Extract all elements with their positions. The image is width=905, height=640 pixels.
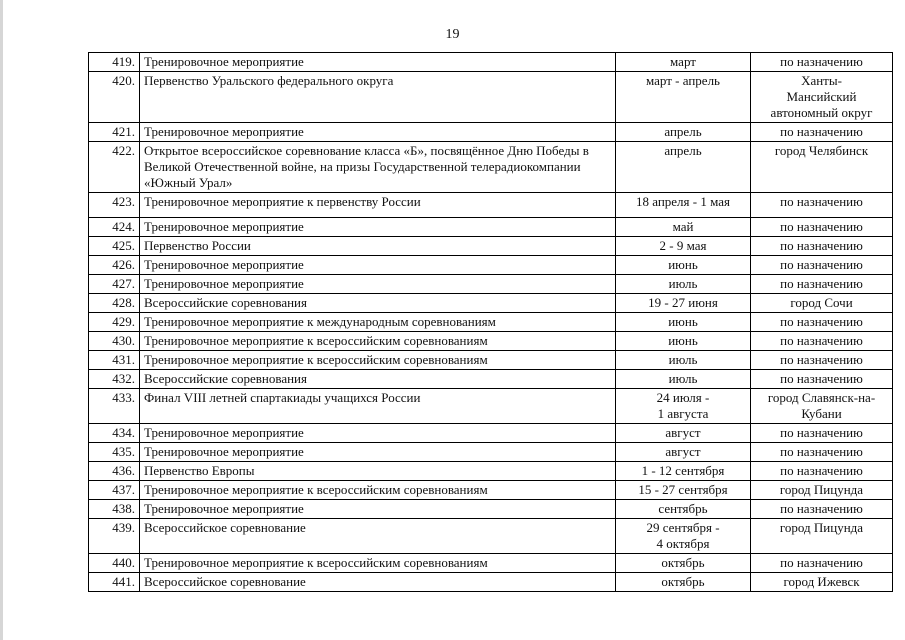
event-number: 426. bbox=[89, 256, 140, 275]
event-number: 420. bbox=[89, 72, 140, 123]
event-name: Первенство Европы bbox=[140, 462, 616, 481]
event-number: 434. bbox=[89, 424, 140, 443]
event-dates: апрель bbox=[616, 142, 751, 193]
event-location: по назначению bbox=[751, 193, 893, 218]
event-location: город Пицунда bbox=[751, 519, 893, 554]
event-number: 430. bbox=[89, 332, 140, 351]
event-number: 438. bbox=[89, 500, 140, 519]
event-location: по назначению bbox=[751, 237, 893, 256]
event-number: 439. bbox=[89, 519, 140, 554]
event-location: по назначению bbox=[751, 500, 893, 519]
event-name: Всероссийское соревнование bbox=[140, 519, 616, 554]
event-dates: август bbox=[616, 443, 751, 462]
table-row bbox=[89, 142, 893, 193]
event-dates: июнь bbox=[616, 332, 751, 351]
event-number: 441. bbox=[89, 573, 140, 592]
table-row bbox=[89, 275, 893, 294]
event-location: по назначению bbox=[751, 275, 893, 294]
event-dates: июнь bbox=[616, 313, 751, 332]
table-row bbox=[89, 237, 893, 256]
event-name: Тренировочное мероприятие bbox=[140, 53, 616, 72]
table-row bbox=[89, 573, 893, 592]
event-location: по назначению bbox=[751, 256, 893, 275]
event-number: 429. bbox=[89, 313, 140, 332]
event-dates: август bbox=[616, 424, 751, 443]
event-name: Тренировочное мероприятие bbox=[140, 218, 616, 237]
event-name: Первенство Уральского федерального округа bbox=[140, 72, 616, 123]
event-dates: 19 - 27 июня bbox=[616, 294, 751, 313]
event-name: Тренировочное мероприятие bbox=[140, 424, 616, 443]
event-location: по назначению bbox=[751, 443, 893, 462]
table-row bbox=[89, 53, 893, 72]
event-number: 423. bbox=[89, 193, 140, 218]
event-location: город Челябинск bbox=[751, 142, 893, 193]
event-name: Первенство России bbox=[140, 237, 616, 256]
events-table-body bbox=[89, 53, 893, 592]
event-name: Всероссийское соревнование bbox=[140, 573, 616, 592]
event-location: город Ижевск bbox=[751, 573, 893, 592]
event-number: 427. bbox=[89, 275, 140, 294]
event-name: Тренировочное мероприятие к всероссийским соревнованиям bbox=[140, 554, 616, 573]
event-location: Ханты- Мансийский автономный округ bbox=[751, 72, 893, 123]
table-row bbox=[89, 370, 893, 389]
event-name: Тренировочное мероприятие к международным соревнованиям bbox=[140, 313, 616, 332]
event-dates: май bbox=[616, 218, 751, 237]
table-row bbox=[89, 554, 893, 573]
table-row bbox=[89, 193, 893, 218]
event-location: город Пицунда bbox=[751, 481, 893, 500]
event-number: 428. bbox=[89, 294, 140, 313]
event-dates: март bbox=[616, 53, 751, 72]
event-dates: октябрь bbox=[616, 573, 751, 592]
event-dates: 24 июля - 1 августа bbox=[616, 389, 751, 424]
table-row bbox=[89, 462, 893, 481]
event-number: 424. bbox=[89, 218, 140, 237]
table-row bbox=[89, 313, 893, 332]
table-row bbox=[89, 72, 893, 123]
table-row bbox=[89, 500, 893, 519]
event-dates: 29 сентября - 4 октября bbox=[616, 519, 751, 554]
event-number: 431. bbox=[89, 351, 140, 370]
event-number: 440. bbox=[89, 554, 140, 573]
event-location: по назначению bbox=[751, 424, 893, 443]
event-name: Тренировочное мероприятие bbox=[140, 123, 616, 142]
event-number: 421. bbox=[89, 123, 140, 142]
event-location: по назначению bbox=[751, 218, 893, 237]
event-dates: 18 апреля - 1 мая bbox=[616, 193, 751, 218]
event-location: по назначению bbox=[751, 554, 893, 573]
event-name: Тренировочное мероприятие bbox=[140, 256, 616, 275]
event-location: по назначению bbox=[751, 462, 893, 481]
event-number: 436. bbox=[89, 462, 140, 481]
event-name: Тренировочное мероприятие к всероссийским соревнованиям bbox=[140, 351, 616, 370]
event-location: по назначению bbox=[751, 313, 893, 332]
event-dates: 1 - 12 сентября bbox=[616, 462, 751, 481]
event-location: по назначению bbox=[751, 53, 893, 72]
table-row bbox=[89, 424, 893, 443]
event-location: по назначению bbox=[751, 370, 893, 389]
scan-edge-shadow bbox=[0, 0, 3, 640]
event-location: по назначению bbox=[751, 123, 893, 142]
event-number: 422. bbox=[89, 142, 140, 193]
event-number: 433. bbox=[89, 389, 140, 424]
table-row bbox=[89, 389, 893, 424]
event-dates: март - апрель bbox=[616, 72, 751, 123]
event-name: Финал VIII летней спартакиады учащихся России bbox=[140, 389, 616, 424]
event-name: Тренировочное мероприятие к всероссийским соревнованиям bbox=[140, 481, 616, 500]
event-dates: июль bbox=[616, 370, 751, 389]
table-row bbox=[89, 123, 893, 142]
table-row bbox=[89, 481, 893, 500]
event-location: по назначению bbox=[751, 332, 893, 351]
event-number: 425. bbox=[89, 237, 140, 256]
event-dates: сентябрь bbox=[616, 500, 751, 519]
event-name: Тренировочное мероприятие bbox=[140, 275, 616, 294]
event-location: по назначению bbox=[751, 351, 893, 370]
table-row bbox=[89, 256, 893, 275]
event-number: 432. bbox=[89, 370, 140, 389]
event-dates: 15 - 27 сентября bbox=[616, 481, 751, 500]
table-row bbox=[89, 218, 893, 237]
event-name: Тренировочное мероприятие bbox=[140, 500, 616, 519]
event-name: Всероссийские соревнования bbox=[140, 294, 616, 313]
event-name: Всероссийские соревнования bbox=[140, 370, 616, 389]
event-dates: октябрь bbox=[616, 554, 751, 573]
table-row bbox=[89, 443, 893, 462]
event-name: Тренировочное мероприятие к первенству России bbox=[140, 193, 616, 218]
event-dates: 2 - 9 мая bbox=[616, 237, 751, 256]
event-name: Тренировочное мероприятие bbox=[140, 443, 616, 462]
table-row bbox=[89, 294, 893, 313]
table-row bbox=[89, 351, 893, 370]
event-name: Открытое всероссийское соревнование класса «Б», посвящённое Дню Победы в Великой Отечественной войне, на призы Государственной телерадиокомпании «Южный Урал» bbox=[140, 142, 616, 193]
event-dates: июль bbox=[616, 275, 751, 294]
event-dates: июль bbox=[616, 351, 751, 370]
event-location: город Славянск-на- Кубани bbox=[751, 389, 893, 424]
event-number: 435. bbox=[89, 443, 140, 462]
event-number: 437. bbox=[89, 481, 140, 500]
table-row bbox=[89, 332, 893, 351]
event-dates: апрель bbox=[616, 123, 751, 142]
event-location: город Сочи bbox=[751, 294, 893, 313]
event-dates: июнь bbox=[616, 256, 751, 275]
event-number: 419. bbox=[89, 53, 140, 72]
table-row bbox=[89, 519, 893, 554]
events-table bbox=[88, 52, 893, 592]
event-name: Тренировочное мероприятие к всероссийским соревнованиям bbox=[140, 332, 616, 351]
page-number: 19 bbox=[445, 27, 460, 42]
